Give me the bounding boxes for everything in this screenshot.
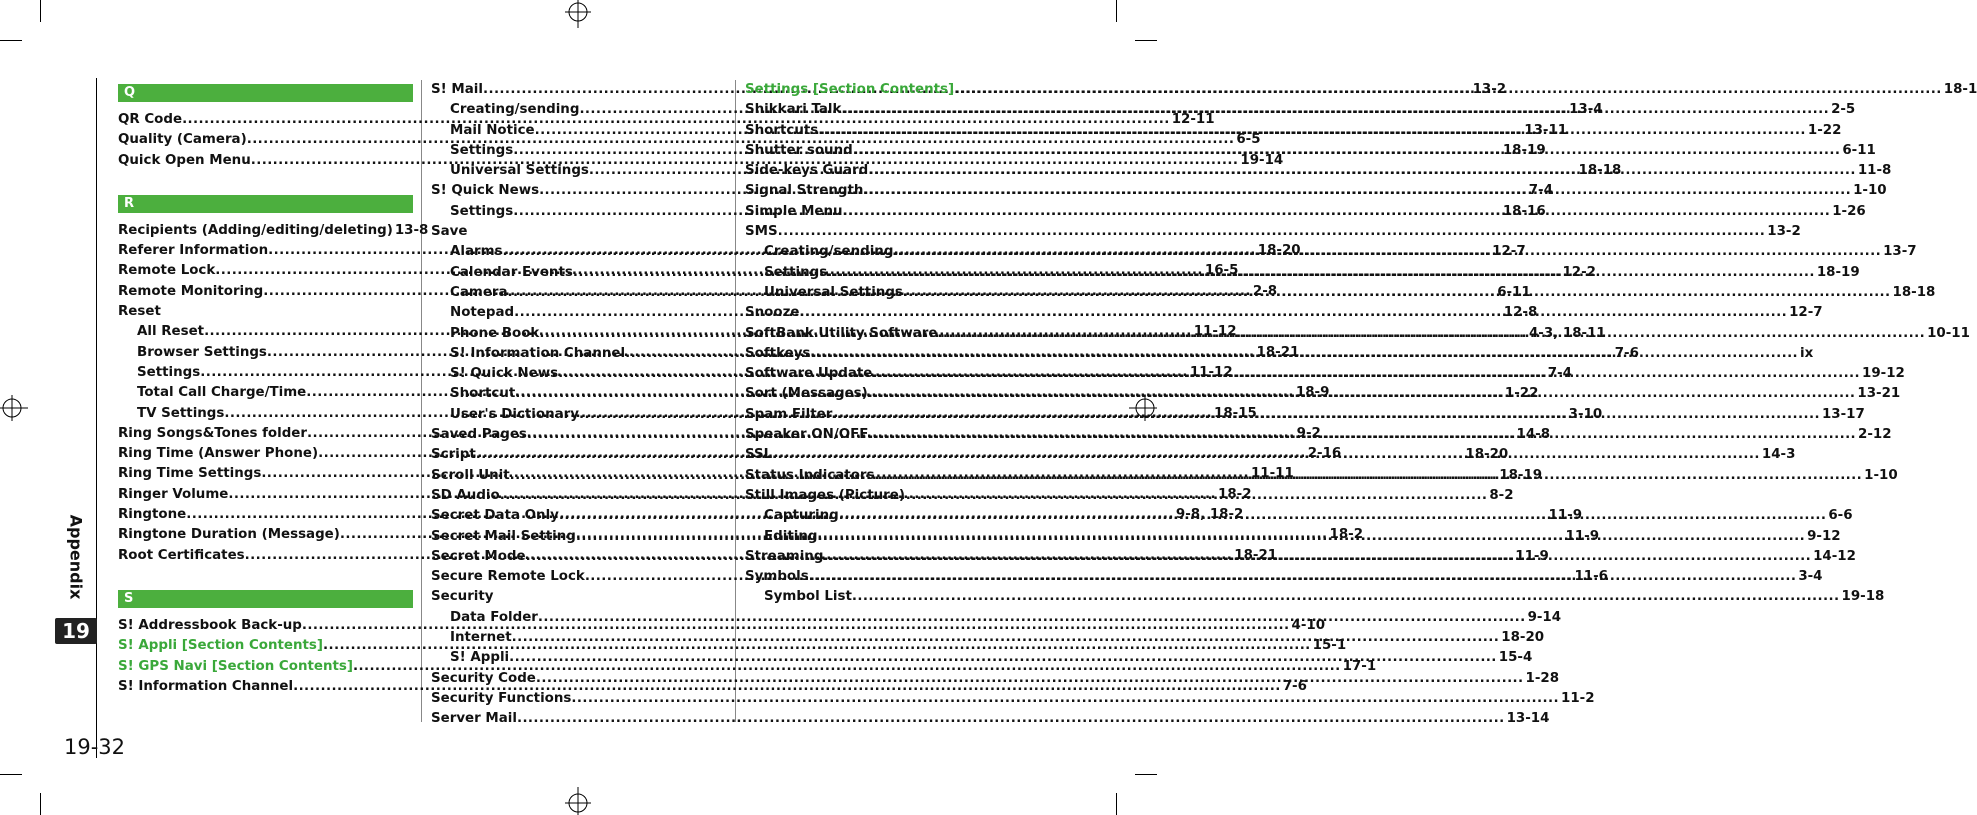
index-term: Internet [450, 630, 512, 646]
index-page-ref: 11-9 [1565, 528, 1600, 544]
index-page-ref: 10-11 [1927, 325, 1970, 341]
crop-mark [0, 40, 22, 41]
index-page-ref: 2-8 [1252, 283, 1278, 299]
leader-dots [841, 100, 1829, 120]
index-page-ref: 12-11 [1171, 112, 1215, 127]
index-page-ref: 11-9 [1515, 548, 1549, 564]
index-page-ref: 9-8, 18-2 [1175, 507, 1244, 523]
index-entry [745, 486, 1038, 506]
index-page-ref: 12-2 [1562, 264, 1596, 280]
leader-dots [863, 181, 1851, 201]
index-term: Security [431, 589, 494, 605]
index-entry [431, 709, 1550, 729]
index-page-ref: 1-22 [1504, 386, 1539, 402]
index-term: Secure Remote Lock [431, 569, 585, 585]
index-term: Side-keys Guard [745, 163, 869, 179]
index-page-ref: 11-11 [1250, 466, 1294, 482]
index-term: Remote Lock [118, 263, 216, 279]
index-term: Universal Settings [764, 284, 903, 300]
index-page-ref: 13-8 [394, 222, 429, 238]
index-page-ref: 18-1 [1943, 82, 1977, 97]
index-term: Phone Book [450, 325, 540, 341]
index-page-ref: 18-20 [1501, 630, 1545, 646]
index-term: Shutter sound [745, 142, 853, 158]
index-page-ref: 15-4 [1498, 650, 1533, 666]
leader-dots [843, 202, 1831, 222]
index-term: Ring Songs&Tones folder [118, 425, 307, 441]
leader-dots [818, 121, 1806, 141]
index-term: Alarms [450, 244, 503, 260]
index-term: S! Information Channel [118, 678, 294, 694]
index-page-ref: 18-19 [1502, 142, 1546, 158]
index-term: Secret Mode [431, 548, 526, 564]
registration-mark-icon [0, 393, 30, 423]
index-term: Ringer Volume [118, 486, 229, 502]
index-page-ref: 18-2 [1329, 527, 1364, 543]
index-page-ref: 1-22 [1807, 122, 1842, 138]
index-page-ref: 18-9 [1295, 385, 1330, 401]
index-term: Security Functions [431, 690, 572, 706]
index-term: TV Settings [137, 405, 225, 421]
index-page-ref: 18-19 [1816, 264, 1860, 280]
index-page-ref: ix [1800, 345, 1814, 361]
crop-mark [40, 0, 41, 22]
registration-mark-icon [563, 785, 593, 815]
index-term: Root Certificates [118, 547, 245, 563]
index-term: SSL [745, 447, 773, 463]
index-term: Settings [Section Contents] [745, 82, 955, 97]
chapter-tab: 19 [55, 618, 97, 644]
index-page-ref: 14-12 [1813, 548, 1856, 564]
index-term: Creating/sending [764, 244, 894, 260]
index-term: Data Folder [450, 609, 538, 625]
index-page-ref: 2-12 [1858, 427, 1892, 443]
registration-mark-icon [563, 0, 593, 30]
crop-mark [1116, 793, 1117, 815]
index-page-ref: 17-1 [1342, 658, 1377, 674]
index-page-ref: 1-10 [1864, 467, 1898, 483]
index-entry [431, 587, 727, 607]
index-term: Spam Filter [745, 406, 833, 422]
index-term: Security Code [431, 670, 536, 686]
index-term: Shortcut [450, 386, 516, 402]
crop-mark [1135, 774, 1157, 775]
crop-mark [1135, 40, 1157, 41]
leader-dots [832, 405, 1820, 425]
index-term: Notepad [450, 305, 515, 321]
index-term: S! GPS Navi [Section Contents] [118, 658, 353, 674]
index-term: SMS [745, 224, 778, 240]
index-term: S! Appli [Section Contents] [118, 638, 324, 654]
index-page-ref: 7-4 [1528, 183, 1553, 199]
index-term: Quick Open Menu [118, 152, 251, 168]
index-term: User's Dictionary [450, 406, 579, 422]
index-page-ref: 6-11 [1497, 284, 1531, 300]
index-entry [745, 222, 1801, 242]
index-term: Universal Settings [450, 163, 589, 179]
leader-dots [853, 141, 1841, 161]
index-page-ref: 13-11 [1524, 122, 1568, 138]
index-term: Streaming [745, 548, 824, 564]
chapter-side-label: Appendix [66, 514, 86, 600]
index-term: Simple Menu [745, 203, 843, 219]
leader-dots [778, 222, 1766, 242]
leader-dots [839, 506, 1827, 526]
index-entry [431, 222, 727, 242]
index-term: Capturing [764, 508, 839, 524]
index-page-ref: 9-12 [1807, 528, 1841, 544]
index-page-ref: 12-7 [1789, 305, 1823, 321]
index-term: Symbols [745, 569, 809, 585]
index-term: Recipients (Adding/editing/deleting) [118, 222, 393, 238]
index-term: All Reset [137, 324, 205, 340]
index-term: Symbol List [764, 589, 852, 605]
index-term: Secret Data Only [431, 508, 559, 524]
index-term: SD Audio [431, 487, 500, 503]
index-page-ref: 13-4 [1569, 102, 1603, 118]
index-page-ref: 14-8 [1516, 427, 1551, 443]
index-page-ref: 18-21 [1234, 547, 1278, 563]
index-page-ref: 19-18 [1841, 589, 1885, 605]
index-page-ref: 18-2 [1218, 486, 1252, 502]
index-page-ref: 9-14 [1527, 609, 1562, 625]
index-term: Camera [450, 284, 508, 300]
index-term: Secret Mail Setting [431, 528, 576, 544]
index-page-ref: 11-9 [1548, 508, 1583, 524]
index-page-ref: 13-17 [1821, 406, 1865, 422]
leader-dots [772, 445, 1760, 465]
index-term: Shortcuts [745, 122, 819, 138]
index-term: Ring Time (Answer Phone) [118, 446, 319, 462]
index-page-ref: 7-4 [1547, 366, 1572, 382]
index-page-ref: 7-6 [1614, 345, 1639, 361]
index-term: Settings [764, 264, 828, 280]
index-page-ref: 11-6 [1574, 569, 1608, 585]
crop-mark [0, 774, 22, 775]
leader-dots [868, 425, 1856, 445]
index-page-ref: 7-6 [1282, 678, 1307, 694]
index-term: Quality (Camera) [118, 132, 247, 148]
index-term: Remote Monitoring [118, 283, 264, 299]
index-term: Snooze [745, 305, 800, 321]
index-page-ref: 18-16 [1502, 203, 1546, 219]
index-page-ref: 14-3 [1761, 447, 1796, 463]
index-term: Ringtone [118, 507, 187, 523]
index-term: S! Quick News [431, 183, 540, 199]
index-page-ref: 11-12 [1193, 324, 1237, 340]
index-term: Server Mail [431, 711, 517, 727]
index-term: Settings [137, 364, 201, 380]
index-term: S! Appli [450, 650, 510, 666]
leader-dots [937, 324, 1925, 344]
index-page-ref: 11-8 [1857, 163, 1892, 179]
section-header-r: R [118, 195, 413, 213]
section-header-q: Q [118, 84, 413, 102]
index-page-ref: 1-26 [1832, 203, 1866, 219]
index-page-ref: 16-5 [1204, 263, 1239, 279]
index-term: Reset [118, 304, 161, 320]
leader-dots [817, 527, 1805, 547]
index-page-ref: 1-10 [1853, 183, 1887, 199]
index-entry [431, 689, 1595, 709]
index-term: Referer Information [118, 243, 269, 259]
index-term: Status Indicators [745, 467, 875, 483]
leader-dots [517, 709, 1505, 729]
index-term: Editing [764, 528, 818, 544]
index-page-ref: 9-2 [1296, 425, 1321, 441]
index-page-ref: 12-7 [1492, 244, 1526, 260]
leader-dots [868, 161, 1856, 181]
index-term: Save [431, 224, 468, 240]
side-rule [96, 78, 97, 758]
index-page-ref: 11-2 [1561, 690, 1595, 706]
section-header-s: S [118, 590, 413, 608]
index-page-ref: 8-2 [1489, 487, 1514, 503]
index-page-ref: 3-10 [1568, 406, 1603, 422]
index-page-ref: 11-12 [1189, 364, 1233, 380]
leader-dots [852, 587, 1840, 607]
index-term: Signal Strength [745, 183, 864, 199]
index-term: Calendar Events [450, 264, 573, 280]
index-term: Softkeys [745, 345, 811, 361]
index-page-ref: 13-21 [1857, 386, 1901, 402]
index-page-ref: 18-15 [1214, 405, 1257, 421]
index-page-ref: 13-7 [1883, 244, 1917, 260]
index-page-ref: 4-3, 18-11 [1528, 325, 1606, 341]
index-page-ref: 18-18 [1578, 163, 1622, 179]
index-entry [118, 221, 429, 241]
index-page-ref: 19-14 [1240, 152, 1284, 168]
leader-dots [799, 303, 1787, 323]
leader-dots [538, 608, 1526, 628]
index-term: Still Images (Picture) [745, 487, 905, 503]
index-page-ref: 13-14 [1506, 711, 1550, 727]
index-term: Browser Settings [137, 344, 267, 360]
index-page-ref: 3-4 [1798, 569, 1823, 585]
index-term: Script [431, 447, 476, 463]
index-page-ref: 6-6 [1828, 508, 1853, 524]
index-page-ref: 12-8 [1503, 305, 1538, 321]
leader-dots [954, 80, 1942, 100]
leader-dots [872, 364, 1860, 384]
page-number: 19-32 [64, 735, 126, 759]
index-page-ref: 4-10 [1291, 617, 1326, 633]
index-page-ref: 2-5 [1831, 102, 1856, 118]
index-page-ref: 18-19 [1499, 467, 1543, 483]
crop-mark [40, 793, 41, 815]
index-term: S! Information Channel [450, 345, 626, 361]
index-term: Sort (Messages) [745, 386, 868, 402]
index-term: Ringtone Duration (Message) [118, 527, 340, 543]
index-term: Settings [450, 142, 514, 158]
index-term: Speaker ON/OFF [745, 427, 869, 443]
index-page-ref: 18-18 [1892, 284, 1936, 300]
index-page-ref: 2-16 [1307, 446, 1342, 462]
index-term: Shikkari Talk [745, 102, 842, 118]
leader-dots [571, 689, 1559, 709]
index-term: Mail Notice [450, 122, 535, 138]
index-page-ref: 1-28 [1525, 670, 1560, 686]
index-page-ref: 6-5 [1236, 132, 1261, 148]
index-term: S! Mail [431, 82, 483, 97]
leader-dots [823, 547, 1811, 567]
index-term: Settings [450, 203, 514, 219]
leader-dots [893, 242, 1881, 262]
index-entry [745, 587, 1885, 607]
leader-dots [809, 567, 1797, 587]
leader-dots [875, 466, 1863, 486]
index-page-ref: 18-20 [1465, 447, 1509, 463]
index-entry [118, 302, 413, 322]
index-page-ref: 6-11 [1842, 142, 1876, 158]
index-term: Software Update [745, 366, 873, 382]
index-term: Total Call Charge/Time [137, 385, 307, 401]
index-term: Creating/sending [450, 102, 580, 118]
index-term: S! Quick News [450, 366, 559, 382]
crop-mark [1116, 0, 1117, 22]
index-page-ref: 18-21 [1256, 344, 1300, 360]
index-page-ref: 15-1 [1312, 638, 1347, 654]
index-page-ref: 13-2 [1767, 224, 1801, 240]
leader-dots [536, 669, 1524, 689]
index-page-ref: 19-12 [1862, 366, 1905, 382]
leader-dots [827, 263, 1815, 283]
leader-dots [509, 648, 1497, 668]
index-page-ref: 13-2 [1472, 82, 1507, 97]
index-term: SoftBank Utility Software [745, 325, 938, 341]
index-term: S! Addressbook Back-up [118, 617, 302, 633]
index-term: Saved Pages [431, 427, 527, 443]
index-term: Scroll Unit [431, 467, 510, 483]
index-page-ref: 18-20 [1257, 243, 1301, 259]
leader-dots [868, 384, 1856, 404]
index-term: QR Code [118, 112, 183, 127]
index-term: Ring Time Settings [118, 466, 262, 482]
leader-dots [903, 283, 1891, 303]
leader-dots [512, 628, 1500, 648]
leader-dots [810, 344, 1798, 364]
